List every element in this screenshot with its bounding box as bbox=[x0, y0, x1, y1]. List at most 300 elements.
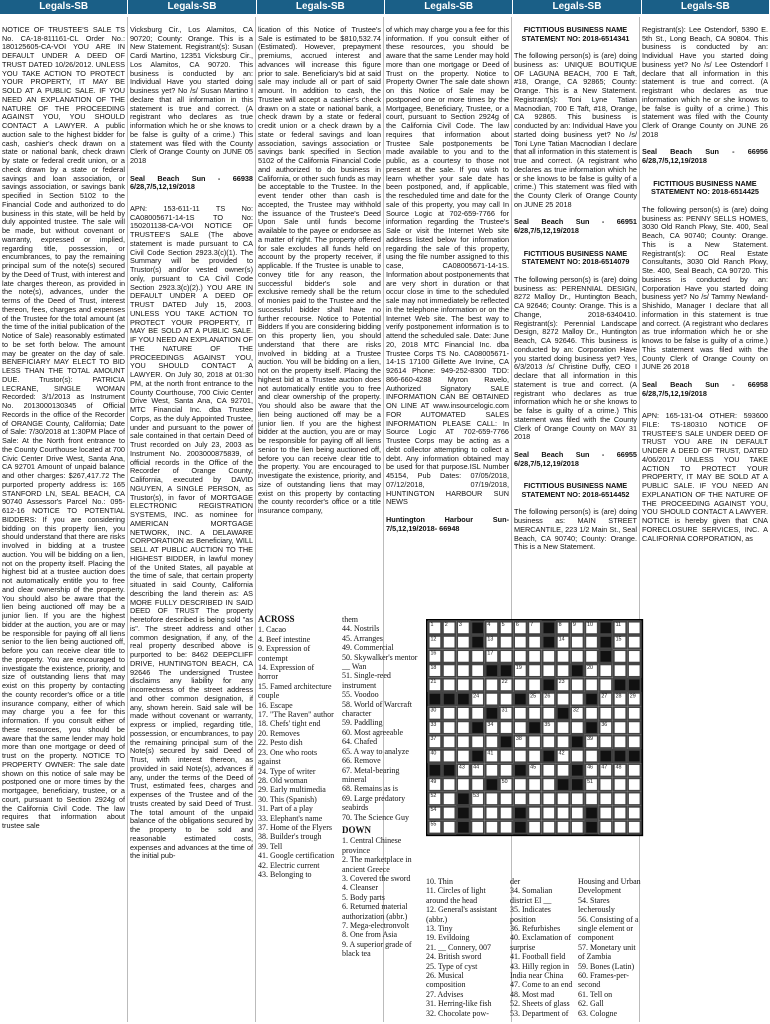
grid-cell-black bbox=[584, 820, 598, 834]
grid-cell[interactable] bbox=[556, 649, 570, 663]
grid-cell-black bbox=[542, 621, 556, 635]
notice-body: NOTICE OF TRUSTEE'S SALE TS No. CA-18-811161-CL Order No.: 180125605-CA-VOI YOU ARE IN DEFAULT UNDER A DEED OF TRUST DATED 10/26/2012. UNLESS YOU TAKE ACTION TO PROTECT YOUR PROPERTY, IT MAY BE SOLD AT A PUBLIC SALE. IF YOU NEED AN EXPLANATION OF THE NATURE OF THE PROCEEDING AGAINST YOU, YOU SHOULD CONTACT A LAWYER. A public auction sale to the highest bidder for cash, cashier's check drawn on a state or national bank, check drawn by state or federal credit union, or a check drawn by a state or federal savings and loan association, or savings association, or savings bank specified in Section 5102 to the Financial Code and authorized to do business in this state, will be held by duly appointed trustee. The sale will be made, but without covenant or warranty, expressed or implied, regarding title, possession, or encumbrances, to pay the remaining principal sum of the note(s) secured by the Deed of Trust, with interest and late charges thereon, as provided in the note(s), advances, under the terms of the Deed of Trust, interest thereon, fees, charges and expenses of the Trustee for the total amount (at the time of the initial publication of the Notice of Sale) reasonably estimated to be set forth below. The amount may be greater on the day of sale. BENEFICIARY MAY ELECT TO BID LESS THAN THE TOTAL AMOUNT DUE. Trustor(s): PATRICIA LECRANE, SINGLE WOMAN Recorded: 3/1/2013 as Instrument No. 2013000130345 of Official Records in the office of the Recorder of ORANGE County, California; Date of Sale: 7/30/2018 at 1:30PM Place of Sale: At the North front entrance to the County Courthouse located at 700 Civic Center Drive West, Santa Ana, CA 92701 Amount of unpaid balance and other charges: $267,417.72 The purported property address is: 165 STANFORD LN, SEAL BEACH, CA 90740 Assessor's Parcel No.: 095-612-16 NOTICE TO POTENTIAL BIDDERS: If you are considering bidding on this property lien, you should understand that there are risks involved in bidding at a trustee auction. You will be bidding on a lien, not on the property itself. Placing the highest bid at a trustee auction does not automatically entitle you to free and clear ownership of the property. You should also be aware that the lien being auctioned off may be a junior lien. If you are the highest bidder at the auction, you are or may be responsible for paying off all liens senior to the lien being auctioned off, before you can receive clear title to the property. You are encouraged to investigate the existence, priority, and size of outstanding liens that may exist on this property by contacting the county recorder's office or a title insurance company, either of which may charge you a fee for this information. If you consult either of these resources, you should be aware that the same lender may hold more than one mortgage or deed of trust on the property. NOTICE TO PROPERTY OWNER: The sale date shown on this notice of sale may be postponed one or more times by the mortgagee, beneficiary, trustee, or a court, pursuant to Section 2924g of the California Civil Code. The law requires that information about trustee sale bbox=[2, 24, 125, 830]
grid-cell[interactable] bbox=[428, 792, 442, 806]
grid-cell[interactable] bbox=[442, 678, 456, 692]
grid-cell[interactable] bbox=[584, 777, 598, 791]
grid-cell[interactable] bbox=[471, 735, 485, 749]
grid-cell-black bbox=[513, 806, 527, 820]
crossword-clue: 10. Thin bbox=[426, 877, 453, 886]
grid-number: 3 bbox=[458, 620, 462, 628]
grid-cell-black bbox=[613, 678, 627, 692]
grid-cell[interactable] bbox=[599, 664, 613, 678]
grid-cell[interactable] bbox=[556, 806, 570, 820]
crossword-clue: 31. Herring-like fish bbox=[426, 999, 492, 1009]
grid-cell[interactable] bbox=[485, 692, 499, 706]
crossword-clue: 12. General's assistant (abbr.) bbox=[426, 905, 497, 924]
grid-cell[interactable] bbox=[485, 720, 499, 734]
grid-cell[interactable] bbox=[485, 649, 499, 663]
grid-cell[interactable] bbox=[442, 649, 456, 663]
grid-cell[interactable] bbox=[513, 664, 527, 678]
crossword-clue: 56. Consisting of a single element or component bbox=[578, 914, 639, 943]
grid-cell[interactable] bbox=[499, 678, 513, 692]
crossword-clue: 5. Body parts bbox=[342, 892, 385, 902]
grid-cell[interactable] bbox=[499, 720, 513, 734]
grid-cell[interactable] bbox=[485, 678, 499, 692]
grid-cell[interactable] bbox=[527, 749, 541, 763]
grid-cell[interactable] bbox=[584, 664, 598, 678]
grid-cell-black bbox=[584, 720, 598, 734]
grid-cell[interactable] bbox=[485, 763, 499, 777]
column-5 bbox=[386, 17, 509, 612]
grid-cell[interactable] bbox=[499, 706, 513, 720]
grid-cell[interactable] bbox=[584, 621, 598, 635]
grid-cell[interactable] bbox=[556, 678, 570, 692]
grid-cell[interactable] bbox=[456, 678, 470, 692]
grid-cell[interactable] bbox=[613, 806, 627, 820]
notice-signature: Seal Beach Sun - 66958 6/28,7/5,12,19/2018 bbox=[642, 379, 768, 398]
grid-cell[interactable] bbox=[513, 621, 527, 635]
crossword-clue: 20. Removes bbox=[258, 728, 300, 738]
grid-cell[interactable] bbox=[456, 735, 470, 749]
crossword-clue: 64. Chafed bbox=[342, 737, 378, 747]
crossword-clue: 34. Somalian district El __ bbox=[510, 886, 553, 905]
grid-cell[interactable] bbox=[442, 664, 456, 678]
crossword-clue: 41. Football field bbox=[510, 952, 566, 962]
notice-signature: Seal Beach Sun - 66956 6/28,7/5,12,19/2018 bbox=[642, 147, 768, 165]
grid-cell-black bbox=[570, 777, 584, 791]
crossword-clue: 67. Metal-bearing mineral bbox=[342, 765, 400, 784]
grid-cell[interactable] bbox=[471, 792, 485, 806]
grid-cell[interactable] bbox=[499, 792, 513, 806]
grid-cell[interactable] bbox=[613, 720, 627, 734]
grid-cell[interactable] bbox=[527, 649, 541, 663]
grid-cell[interactable] bbox=[599, 692, 613, 706]
grid-cell[interactable] bbox=[485, 735, 499, 749]
crossword-clue: 17. "The Raven" author bbox=[258, 710, 334, 720]
grid-number: 42 bbox=[558, 748, 565, 757]
grid-cell[interactable] bbox=[542, 692, 556, 706]
grid-cell[interactable] bbox=[428, 720, 442, 734]
grid-cell[interactable] bbox=[584, 749, 598, 763]
grid-cell[interactable] bbox=[627, 664, 641, 678]
grid-cell[interactable] bbox=[613, 763, 627, 777]
grid-cell[interactable] bbox=[584, 678, 598, 692]
grid-number: 29 bbox=[629, 691, 636, 700]
grid-number: 6 bbox=[515, 620, 519, 628]
grid-number: 14 bbox=[558, 635, 565, 643]
grid-cell-black bbox=[599, 621, 613, 635]
grid-cell[interactable] bbox=[471, 763, 485, 777]
grid-cell[interactable] bbox=[456, 720, 470, 734]
crossword-clue: 59. Paddling bbox=[342, 718, 383, 728]
crossword-clue: der bbox=[510, 877, 521, 886]
grid-cell[interactable] bbox=[471, 806, 485, 820]
grid-cell[interactable] bbox=[542, 706, 556, 720]
grid-cell[interactable] bbox=[613, 664, 627, 678]
grid-cell[interactable] bbox=[442, 749, 456, 763]
crossword-clue: 54. Stares lecherously bbox=[578, 895, 615, 915]
grid-cell-black bbox=[499, 735, 513, 749]
grid-number: 30 bbox=[430, 706, 437, 714]
grid-cell[interactable] bbox=[570, 749, 584, 763]
clues-across-title: ACROSS bbox=[258, 614, 295, 624]
grid-cell[interactable] bbox=[542, 792, 556, 806]
grid-cell[interactable] bbox=[599, 777, 613, 791]
grid-cell[interactable] bbox=[442, 621, 456, 635]
crossword-clue: 25. Type of cyst bbox=[426, 961, 478, 971]
grid-cell-black bbox=[456, 692, 470, 706]
grid-cell[interactable] bbox=[527, 777, 541, 791]
crossword-clue: 43. Belonging to bbox=[258, 869, 312, 879]
grid-cell[interactable] bbox=[613, 820, 627, 834]
grid-cell[interactable] bbox=[627, 777, 641, 791]
grid-number: 18 bbox=[430, 663, 437, 671]
crossword-clue: 14. Expression of horror bbox=[258, 663, 315, 682]
grid-cell[interactable] bbox=[570, 720, 584, 734]
grid-cell[interactable] bbox=[570, 706, 584, 720]
grid-cell[interactable] bbox=[542, 735, 556, 749]
grid-cell[interactable] bbox=[499, 777, 513, 791]
grid-cell[interactable] bbox=[428, 706, 442, 720]
crossword-clue: 58. World of Warcraft character bbox=[342, 699, 412, 719]
crossword-clue: 30. This (Spanish) bbox=[258, 794, 317, 804]
grid-cell[interactable] bbox=[499, 692, 513, 706]
grid-number: 9 bbox=[572, 620, 576, 628]
notice-signature: Huntington Harbour Sun-7/5,12,19/2018- 66948 bbox=[386, 514, 509, 533]
grid-cell[interactable] bbox=[513, 792, 527, 806]
grid-cell[interactable] bbox=[527, 692, 541, 706]
grid-cell[interactable] bbox=[485, 749, 499, 763]
grid-cell[interactable] bbox=[513, 777, 527, 791]
grid-cell[interactable] bbox=[542, 820, 556, 834]
grid-cell[interactable] bbox=[627, 806, 641, 820]
crossword-clue: 42. Electric current bbox=[258, 860, 320, 870]
grid-number: 52 bbox=[430, 791, 437, 799]
grid-cell[interactable] bbox=[556, 749, 570, 763]
grid-number: 13 bbox=[487, 635, 494, 643]
crossword-clue: 18. Chefs' tight end bbox=[258, 719, 321, 729]
grid-cell[interactable] bbox=[570, 806, 584, 820]
grid-cell[interactable] bbox=[513, 635, 527, 649]
crossword-clue: 36. Refurbishes bbox=[510, 924, 561, 934]
grid-cell[interactable] bbox=[428, 664, 442, 678]
grid-number: 43 bbox=[458, 763, 465, 771]
grid-cell[interactable] bbox=[556, 664, 570, 678]
section-header: Legals-SB bbox=[0, 0, 128, 14]
grid-cell[interactable] bbox=[570, 635, 584, 649]
column-3 bbox=[130, 17, 253, 1022]
grid-cell[interactable] bbox=[527, 735, 541, 749]
grid-cell[interactable] bbox=[499, 763, 513, 777]
notice-signature: Seal Beach Sun - 66955 6/28,7/5,12,19/2018 bbox=[514, 449, 637, 468]
grid-cell[interactable] bbox=[570, 692, 584, 706]
clues-down-title: DOWN bbox=[342, 824, 371, 835]
grid-cell[interactable] bbox=[471, 649, 485, 663]
grid-number: 5 bbox=[501, 620, 505, 628]
grid-cell[interactable] bbox=[584, 763, 598, 777]
crossword-clue: 40. Exclamation of surprise bbox=[510, 933, 572, 952]
grid-cell-black bbox=[471, 635, 485, 649]
crossword-clue: 23. One who roots against bbox=[258, 747, 318, 767]
grid-cell-black bbox=[471, 720, 485, 734]
grid-cell[interactable] bbox=[599, 820, 613, 834]
crossword-clue: 60. Frames-per-second bbox=[578, 971, 629, 990]
grid-cell[interactable] bbox=[570, 820, 584, 834]
crossword-clue: 33. Elephant's name bbox=[258, 813, 323, 823]
grid-cell[interactable] bbox=[442, 792, 456, 806]
grid-cell[interactable] bbox=[442, 735, 456, 749]
grid-number: 26 bbox=[544, 691, 551, 700]
grid-number: 55 bbox=[430, 820, 437, 828]
notice-body: of which may charge you a fee for this information. If you consult either of these resources, you should be aware that the same Lender may hold more than one mortgage or Deed of Trust on the property. Notice to Property Owner The sale date shown on this Notice of Sale may be postponed one or more times by the Mortgagee, Beneficiary, Trustee, or a court, pursuant to Section 2924g of the California Civil Code. The law requires that information about Trustee Sale postponements be made available to you and to the public, as a courtesy to those not present at the sale. If you wish to learn whether your sale date has been postponed, and, if applicable, the rescheduled time and date for the sale of this property, you may call In Source Logic at 702-659-7766 for information regarding the Trustee's Sale or visit the Internet Web site address listed below for information regarding the sale of this property, using the file number assigned to this case, CA08005671-14-1S. Information about postponements that are very short in duration or that occur close in time to the scheduled sale may not immediately be reflected in the telephone information or on the Internet Web site. The best way to verify postponement information is to attend the scheduled sale. Date: June 20, 2018 MTC Financial Inc. dba Trustee Corps TS No. CA08005671-14-1S 17100 Gillette Ave Irvine, CA 92614 Phone: 949-252-8300 TDD: 866-660-4288 Myron Ravelo, Authorized Signatory SALE INFORMATION CAN BE OBTAINED ON LINE AT www.insourcelogic.com FOR AUTOMATED SALES INFORMATION PLEASE CALL: In Source Logic AT 702-659-7766 Trustee Corps may be acting as a debt collector attempting to collect a debt. Any information obtained may be used for that purpose.ISL Number 45154, Pub Dates: 07/05/2018, 07/12/2018, 07/19/2018, HUNTINGTON HARBOUR SUN NEWS bbox=[386, 24, 509, 507]
grid-cell[interactable] bbox=[627, 692, 641, 706]
grid-cell[interactable] bbox=[613, 621, 627, 635]
grid-cell[interactable] bbox=[442, 820, 456, 834]
grid-number: 39 bbox=[587, 734, 594, 742]
grid-cell-black bbox=[599, 635, 613, 649]
grid-cell[interactable] bbox=[556, 820, 570, 834]
grid-number: 54 bbox=[430, 805, 437, 814]
notice-body: APN: 153-611-11 TS No: CA08005671-14-1S TO No: 150201138-CA-VOI NOTICE OF TRUSTEE'S SALE (The above statement is made pursuant to CA Civil Code Section 2923.3(c)(1). The Summary will be provided to Trustor(s) and/or vested owner(s) only, pursuant to CA Civil Code Section 2923.3(c)(2).) YOU ARE IN DEFAULT UNDER A DEED OF TRUST DATED July 15, 2003. UNLESS YOU TAKE ACTION TO PROTECT YOUR PROPERTY, IT MAY BE SOLD AT A PUBLIC SALE. IF YOU NEED AN EXPLANATION OF THE NATURE OF THE PROCEEDINGS AGAINST YOU, YOU SHOULD CONTACT A LAWYER. On July 30, 2018 at 01:30 PM, at the north front entrance to the County Courthouse, 700 Civic Center Drive West, Santa Ana, CA 92701, MTC Financial Inc. dba Trustee Corps, as the duly Appointed Trustee, under and pursuant to the power of sale contained in that certain Deed of Trust recorded on July 23, 2003 as Instrument No. 2003000875839, of official records in the Office of the Recorder of Orange County, California, executed by DAVID NGUYEN, A SINGLE PERSON, as Trustor(s), in favor of MORTGAGE ELECTRONIC REGISTRATION SYSTEMS, INC. as nominee for AMERICAN MORTGAGE NETWORK, INC. A DELAWARE CORPORATION as Beneficiary, WILL SELL AT PUBLIC AUCTION TO THE HIGHEST BIDDER, in lawful money of the United States, all payable at the time of sale, that certain property situated in said County, California describing the land therein as: AS MORE FULLY DESCRIBED IN SAID DEED OF TRUST The property heretofore described is being sold "as is". The street address and other common designation, if any, of the real property described above is purported to be: 8462 DEEPCLIFF DRIVE, HUNTINGTON BEACH, CA 92646 The undersigned Trustee disclaims any liability for any incorrectness of the street address and other common designation, if any, shown herein. Said sale will be made without covenant or warranty, express or implied, regarding title, possession, or encumbrances, to pay the remaining principal sum of the Note(s) secured by said Deed of Trust, with interest thereon, as provided in said Note(s), advances if any, under the terms of the Deed of Trust, estimated fees, charges and expenses of the Trustee and of the trusts created by said Deed of Trust. The total amount of the unpaid balance of the obligations secured by the property to be sold and reasonable estimated costs, expenses and advances at the time of the initial pub- bbox=[130, 203, 253, 861]
grid-cell-black bbox=[456, 806, 470, 820]
grid-number: 46 bbox=[587, 763, 594, 771]
grid-cell[interactable] bbox=[513, 706, 527, 720]
grid-cell[interactable] bbox=[499, 635, 513, 649]
grid-cell[interactable] bbox=[428, 621, 442, 635]
grid-cell[interactable] bbox=[456, 777, 470, 791]
crossword-clue: 4. Beef intestine bbox=[258, 634, 311, 644]
crossword-clue: 55. Voodoo bbox=[342, 690, 379, 700]
grid-cell[interactable] bbox=[627, 649, 641, 663]
notice-title: FICTITIOUS BUSINESS NAME STATEMENT NO: 2018-6514452 bbox=[521, 481, 630, 499]
grid-cell[interactable] bbox=[556, 763, 570, 777]
grid-cell[interactable] bbox=[627, 635, 641, 649]
crossword-clue: 62. Gall bbox=[578, 999, 604, 1009]
grid-cell[interactable] bbox=[627, 820, 641, 834]
grid-cell[interactable] bbox=[556, 720, 570, 734]
grid-cell[interactable] bbox=[456, 706, 470, 720]
crossword-clue: 8. One from Asia bbox=[342, 930, 398, 940]
grid-cell[interactable] bbox=[627, 720, 641, 734]
grid-number: 11 bbox=[615, 620, 622, 628]
grid-number: 35 bbox=[544, 720, 551, 728]
grid-cell[interactable] bbox=[499, 806, 513, 820]
crossword-clue: 69. Large predatory seabirds bbox=[342, 793, 406, 813]
grid-cell-black bbox=[542, 678, 556, 692]
clues-down-3 bbox=[510, 877, 574, 1018]
clues-down-2 bbox=[426, 877, 504, 1018]
grid-cell-black bbox=[556, 706, 570, 720]
crossword-clue: 19. Evildoing bbox=[426, 933, 470, 943]
grid-cell[interactable] bbox=[513, 735, 527, 749]
notice-body: The following person(s) is (are) doing business as: PENNY SELLS HOMES, 3030 Old Ranch Pkwy, Ste. 400, Seal Beach, CA 90740; County: Orange. This is a New Statement. Registrant(s): OC Real Estate Consultants, 3030 Old Ranch Pkwy, Ste. 400, Seal Beach, CA 90720. This business is conducted by an: Corporation Have you started doing business yet? No /s/ Tammy Newland-Shishido, Manager I declare that all information in this statement is true and correct. (A registrant who declares as true information which he or she knows to be false is guilty of a crime.) This statement was filed with the County Clerk of Orange County on JUNE 26 2018 bbox=[642, 204, 768, 372]
grid-cell[interactable] bbox=[499, 649, 513, 663]
grid-cell[interactable] bbox=[428, 777, 442, 791]
grid-cell[interactable] bbox=[527, 621, 541, 635]
notice-body: The following person(s) is (are) doing business as: UNIQUE BOUTIQUE OF LAGUNA BEACH, 700 E Taft, #18, Orange, CA 92865; County: Orange. This is a New Statement. Registrant(s): Toni Lyne Tatian Macnodian, 700 E Taft, #18, Orange, CA 92865. This business is conducted by an: Individual Have you started doing business yet? No /s/ Toni Lyne Tatian Macnodian I declare that all information in this statement is true and correct. (A registrant who declares as true information which he or she knows to be false is guilty of a crime.) This statement was filed with the County Clerk of Orange County on JUNE 25 2018 bbox=[514, 51, 637, 209]
grid-cell[interactable] bbox=[485, 820, 499, 834]
grid-cell-black bbox=[513, 692, 527, 706]
grid-cell[interactable] bbox=[556, 621, 570, 635]
grid-cell[interactable] bbox=[527, 806, 541, 820]
grid-cell[interactable] bbox=[513, 749, 527, 763]
grid-cell[interactable] bbox=[542, 777, 556, 791]
grid-cell[interactable] bbox=[527, 763, 541, 777]
crossword-clue: 45. Arranges bbox=[342, 633, 383, 643]
grid-cell[interactable] bbox=[527, 635, 541, 649]
grid-cell[interactable] bbox=[471, 692, 485, 706]
grid-cell-black bbox=[442, 763, 456, 777]
grid-cell[interactable] bbox=[471, 820, 485, 834]
crossword-clue: 48. Most mad bbox=[510, 989, 555, 999]
grid-cell[interactable] bbox=[527, 792, 541, 806]
grid-number: 8 bbox=[558, 620, 562, 628]
grid-cell[interactable] bbox=[442, 806, 456, 820]
grid-cell[interactable] bbox=[599, 735, 613, 749]
grid-cell[interactable] bbox=[513, 678, 527, 692]
grid-cell[interactable] bbox=[570, 649, 584, 663]
grid-cell-black bbox=[428, 763, 442, 777]
column-1 bbox=[2, 17, 125, 1022]
grid-cell[interactable] bbox=[542, 763, 556, 777]
grid-cell[interactable] bbox=[456, 635, 470, 649]
grid-cell[interactable] bbox=[542, 720, 556, 734]
grid-cell[interactable] bbox=[613, 706, 627, 720]
grid-cell[interactable] bbox=[428, 678, 442, 692]
grid-cell[interactable] bbox=[613, 777, 627, 791]
crossword-clue: 1. Cacao bbox=[258, 625, 286, 635]
grid-cell[interactable] bbox=[442, 635, 456, 649]
grid-cell[interactable] bbox=[613, 649, 627, 663]
grid-number: 24 bbox=[473, 691, 480, 700]
notice-body: The following person(s) is (are) doing business as: MAIN STREET MERCANTILE, 223 1/2 Main St., Seal Beach, CA 90740; County: Orange. This is a New Statement. bbox=[514, 507, 637, 552]
grid-cell-black bbox=[570, 735, 584, 749]
grid-cell[interactable] bbox=[599, 792, 613, 806]
grid-number: 38 bbox=[515, 734, 522, 742]
grid-cell[interactable] bbox=[584, 635, 598, 649]
grid-cell[interactable] bbox=[627, 792, 641, 806]
grid-cell[interactable] bbox=[456, 749, 470, 763]
grid-cell[interactable] bbox=[570, 678, 584, 692]
grid-cell[interactable] bbox=[471, 777, 485, 791]
grid-cell[interactable] bbox=[428, 735, 442, 749]
grid-cell[interactable] bbox=[442, 720, 456, 734]
grid-cell[interactable] bbox=[570, 621, 584, 635]
grid-cell[interactable] bbox=[599, 720, 613, 734]
grid-cell[interactable] bbox=[442, 706, 456, 720]
grid-cell[interactable] bbox=[456, 649, 470, 663]
grid-number: 53 bbox=[473, 791, 480, 799]
grid-cell[interactable] bbox=[527, 664, 541, 678]
grid-number: 49 bbox=[430, 777, 437, 785]
grid-cell[interactable] bbox=[485, 806, 499, 820]
grid-cell-black bbox=[599, 649, 613, 663]
grid-cell[interactable] bbox=[471, 678, 485, 692]
crossword-clue: 29. Early multimedia bbox=[258, 785, 326, 795]
crossword-clue: 51. Single-reed instrument bbox=[342, 671, 391, 690]
grid-cell[interactable] bbox=[471, 706, 485, 720]
grid-cell[interactable] bbox=[513, 720, 527, 734]
grid-number: 50 bbox=[501, 777, 508, 785]
grid-cell[interactable] bbox=[556, 692, 570, 706]
grid-cell[interactable] bbox=[499, 820, 513, 834]
grid-cell[interactable] bbox=[542, 664, 556, 678]
grid-cell[interactable] bbox=[542, 649, 556, 663]
grid-cell[interactable] bbox=[428, 806, 442, 820]
crossword-clue: 61. Tell on bbox=[578, 989, 613, 999]
grid-cell[interactable] bbox=[428, 635, 442, 649]
grid-cell[interactable] bbox=[613, 792, 627, 806]
grid-cell[interactable] bbox=[556, 635, 570, 649]
crossword-clue: 41. Google certification bbox=[258, 851, 335, 861]
grid-cell[interactable] bbox=[513, 649, 527, 663]
grid-cell[interactable] bbox=[599, 763, 613, 777]
grid-cell[interactable] bbox=[428, 649, 442, 663]
grid-cell[interactable] bbox=[442, 777, 456, 791]
grid-cell-black bbox=[513, 820, 527, 834]
grid-cell[interactable] bbox=[627, 735, 641, 749]
grid-cell[interactable] bbox=[456, 621, 470, 635]
grid-cell[interactable] bbox=[556, 735, 570, 749]
clues-across-1 bbox=[258, 615, 336, 879]
grid-cell[interactable] bbox=[456, 664, 470, 678]
crossword-clue: 21. __ Connery, 007 bbox=[426, 942, 492, 952]
grid-cell[interactable] bbox=[542, 806, 556, 820]
grid-number: 28 bbox=[615, 691, 622, 700]
grid-cell[interactable] bbox=[428, 820, 442, 834]
grid-cell[interactable] bbox=[428, 749, 442, 763]
grid-cell[interactable] bbox=[485, 792, 499, 806]
grid-cell[interactable] bbox=[599, 806, 613, 820]
grid-cell[interactable] bbox=[527, 678, 541, 692]
grid-cell[interactable] bbox=[485, 635, 499, 649]
grid-number: 1 bbox=[430, 620, 434, 628]
grid-cell[interactable] bbox=[613, 692, 627, 706]
crossword-clue: 1. Central Chinese province bbox=[342, 836, 402, 855]
grid-cell[interactable] bbox=[527, 820, 541, 834]
grid-cell[interactable] bbox=[570, 792, 584, 806]
grid-cell[interactable] bbox=[613, 735, 627, 749]
grid-cell[interactable] bbox=[627, 763, 641, 777]
grid-cell[interactable] bbox=[599, 678, 613, 692]
grid-cell[interactable] bbox=[613, 635, 627, 649]
grid-cell[interactable] bbox=[499, 621, 513, 635]
grid-cell-black bbox=[485, 664, 499, 678]
clues-across-2 bbox=[342, 615, 420, 959]
grid-cell[interactable] bbox=[627, 706, 641, 720]
grid-cell[interactable] bbox=[599, 706, 613, 720]
crossword-clue: 39. Tell bbox=[258, 841, 283, 851]
grid-cell[interactable] bbox=[584, 649, 598, 663]
grid-cell[interactable] bbox=[584, 735, 598, 749]
grid-cell-black bbox=[584, 692, 598, 706]
grid-cell-black bbox=[499, 664, 513, 678]
grid-cell[interactable] bbox=[584, 792, 598, 806]
grid-cell-black bbox=[456, 792, 470, 806]
grid-cell[interactable] bbox=[485, 621, 499, 635]
grid-cell[interactable] bbox=[456, 763, 470, 777]
grid-cell[interactable] bbox=[527, 706, 541, 720]
grid-cell[interactable] bbox=[556, 792, 570, 806]
grid-cell[interactable] bbox=[627, 621, 641, 635]
grid-cell[interactable] bbox=[499, 749, 513, 763]
crossword-clue: 68. Remains as is bbox=[342, 784, 398, 794]
grid-cell[interactable] bbox=[471, 664, 485, 678]
grid-cell[interactable] bbox=[584, 706, 598, 720]
crossword-clue: 31. Part of a play bbox=[258, 804, 313, 814]
crossword-clue: 70. The Science Guy bbox=[342, 812, 409, 822]
grid-cell-black bbox=[527, 720, 541, 734]
